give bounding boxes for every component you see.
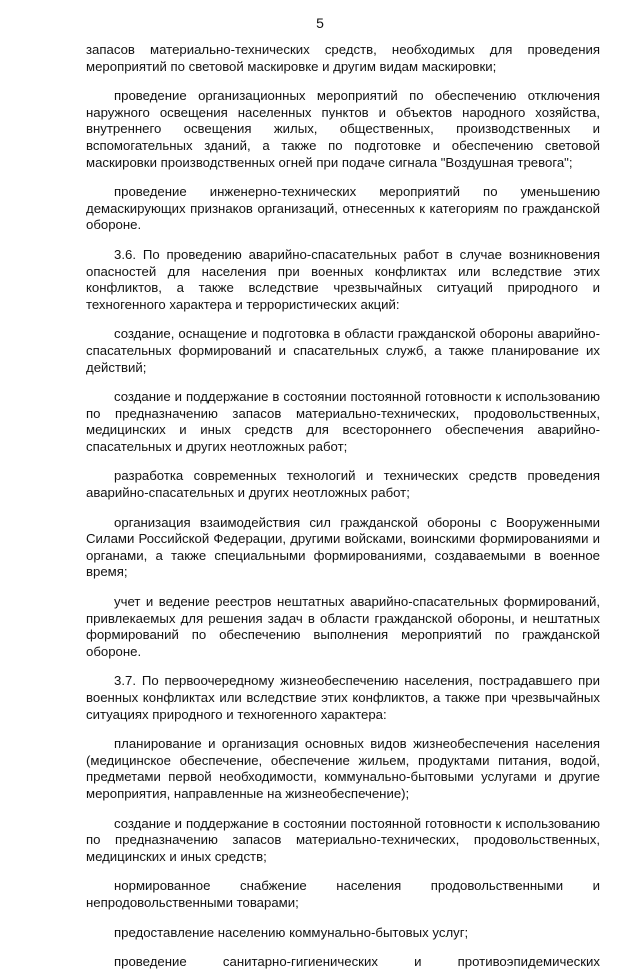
document-body [86, 42, 600, 971]
page-number: 5 [316, 15, 324, 31]
paragraph-interaction-forces: организация взаимодействия сил гражданской обороны с Вооруженными Силами Российской Федерации, другими войсками, воинскими формированиями и органами, а также специальными формированиями, создаваемыми в военное время; [86, 514, 600, 580]
paragraph-life-support-reserves: создание и поддержание в состоянии постоянной готовности к использованию по предназначению запасов материально-технических, продовольственных, медицинских и иных средств; [86, 815, 600, 864]
paragraph-readiness-reserves: создание и поддержание в состоянии постоянной готовности к использованию по предназначению запасов материально-технических, продовольственных, медицинских и иных средств для всестороннего обеспечения аварийно-спасательных и других неотложных работ; [86, 389, 600, 454]
paragraph-masking-reserves: запасов материально-технических средств, необходимых для проведения мероприятий по световой маскировке и другим видам маскировки; [86, 42, 600, 74]
paragraph-lighting-shutdown: проведение организационных мероприятий по обеспечению отключения наружного освещения населенных пунктов и объектов народного хозяйства, внутреннего освещения жилых, общественных, производственных и вспомогательных зданий, а также по подготовке и обеспечению световой маскировки производственных огней при подаче сигнала "Воздушная тревога"; [86, 88, 600, 170]
paragraph-engineering-measures: проведение инженерно-технических мероприятий по уменьшению демаскирующих признаков организаций, отнесенных к категориям по гражданской обороне. [86, 184, 600, 233]
paragraph-section-3-7: 3.7. По первоочередному жизнеобеспечению населения, пострадавшего при военных конфликтах или вследствие этих конфликтов, а также при чрезвычайных ситуациях природного и техногенного характера: [86, 673, 600, 722]
paragraph-life-support-planning: планирование и организация основных видов жизнеобеспечения населения (медицинское обеспечение, обеспечение жильем, продуктами питания, водой, предметами первой необходимости, коммунально-бытовыми услугами и другие мероприятия, направленные на жизнеобеспечение); [86, 736, 600, 801]
paragraph-registry-formations: учет и ведение реестров нештатных аварийно-спасательных формирований, привлекаемых для решения задач в области гражданской обороны, и нештатных формирований по обеспечению выполнения мероприятий по гражданской обороне. [86, 594, 600, 659]
paragraph-sanitary-measures: проведение санитарно-гигиенических и противоэпидемических [114, 954, 600, 970]
paragraph-technology-development: разработка современных технологий и технических средств проведения аварийно-спасательных и других неотложных работ; [86, 468, 600, 501]
paragraph-rescue-formations: создание, оснащение и подготовка в области гражданской обороны аварийно-спасательных формирований и спасательных служб, а также планирование их действий; [86, 326, 600, 375]
paragraph-rationed-supply: нормированное снабжение населения продовольственными и непродовольственными товарами; [86, 878, 600, 910]
paragraph-communal-services: предоставление населению коммунально-бытовых услуг; [114, 924, 469, 940]
paragraph-section-3-6: 3.6. По проведению аварийно-спасательных работ в случае возникновения опасностей для населения при военных конфликтах или вследствие этих конфликтов, а также вследствие чрезвычайных ситуаций природного и техногенного характера и террористических акций: [86, 246, 600, 312]
